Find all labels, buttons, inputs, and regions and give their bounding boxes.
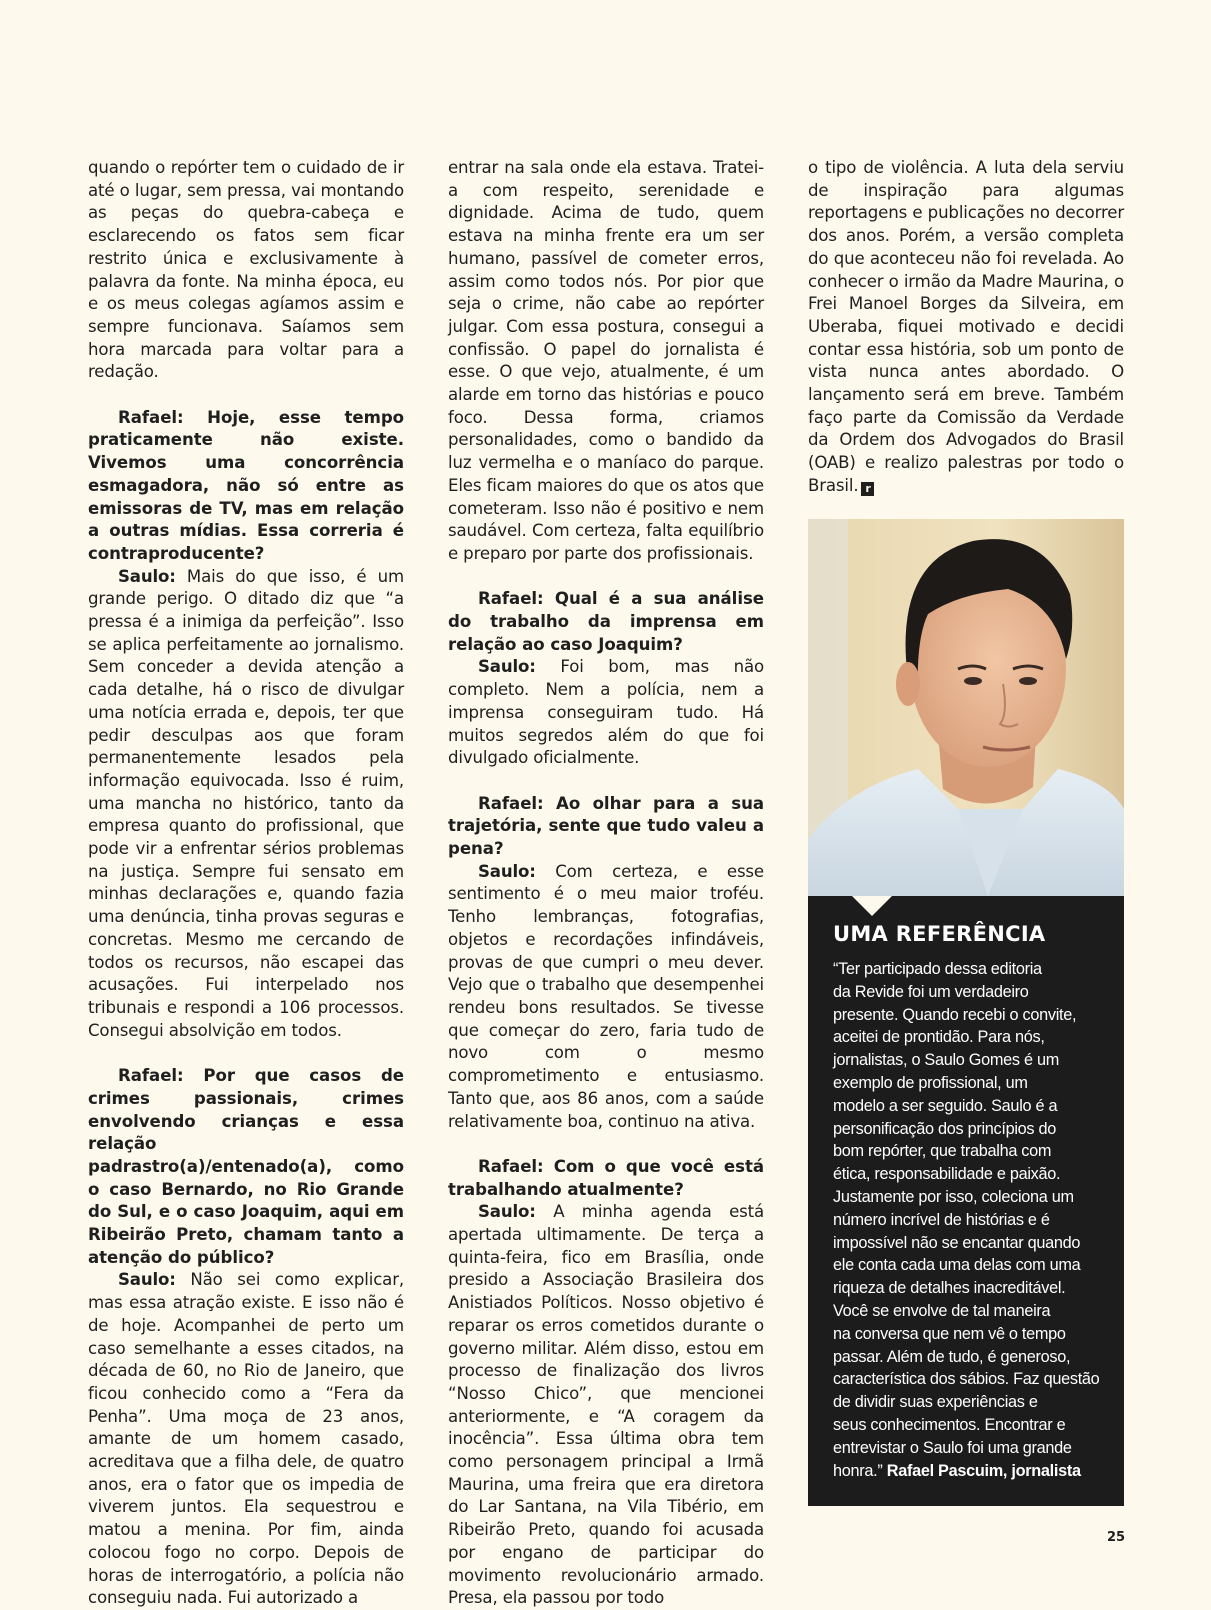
interview-question: Rafael: Com o que você está trabalhando atualmente? <box>448 1156 764 1199</box>
article-column-3 <box>808 157 1124 498</box>
quote-line: exemplo de profissional, um <box>833 1073 1028 1092</box>
quote-author: Rafael Pascuim, jornalista <box>886 1461 1081 1480</box>
interview-question: Rafael: Ao olhar para a sua trajetória, sente que tudo valeu a pena? <box>448 793 764 859</box>
quote-line: característica dos sábios. Faz questão <box>833 1370 1100 1389</box>
interview-question: Rafael: Hoje, esse tempo praticamente não existe. Vivemos uma concorrência esmagadora, não só entre as emissoras de TV, mas em relação a outras mídias. Essa correria é contraproducente? <box>88 407 404 563</box>
end-of-article-mark-icon: r <box>861 482 874 496</box>
quote-line: jornalistas, o Saulo Gomes é um <box>833 1051 1059 1070</box>
quote-sidebar <box>808 896 1124 1506</box>
speaker-name: Saulo: <box>478 657 536 677</box>
quote-line: da Revide foi um verdadeiro <box>833 982 1029 1001</box>
article-column-2 <box>448 157 764 1610</box>
speaker-name: Saulo: <box>118 566 176 586</box>
interview-answer <box>448 656 764 770</box>
paragraph <box>808 157 1124 498</box>
quote-line: ele conta cada uma delas com uma <box>833 1256 1081 1275</box>
quote-line: presente. Quando recebi o convite, <box>833 1005 1077 1024</box>
quote-line: personificação dos princípios do <box>833 1119 1056 1138</box>
answer-text: A minha agenda está apertada ultimamente. De terça a quinta-feira, fico em Brasília, onde presido a Associação Brasileira dos Anistiados Políticos. Nosso objetivo é reparar os erros cometidos durante o governo militar. Além disso, estou em processo de finalização dos livros “Nosso Chico”, que mencionei anteriormente, e “A coragem da inocência”. Essa última obra tem como personagem principal a Irmã Maurina, uma freira que era diretora do Lar Santana, na Vila Tibério, em Ribeirão Preto, quando foi acusada por engano de participar do movimento revolucionário armado. Presa, ela passou por todo <box>448 1202 764 1608</box>
quote-line: seus conhecimentos. Encontrar e <box>833 1415 1066 1434</box>
answer-text: Mais do que isso, é um grande perigo. O ditado diz que “a pressa é a inimiga da perfeição”. Isso se aplica perfeitamente ao jornalismo. Sem conceder a devida atenção a cada detalhe, há o risco de divulgar uma notícia errada e, depois, ter que pedir desculpas aos que foram permanentemente lesados pela informação equivocada. Isso é ruim, uma mancha no histórico, tanto da empresa quanto do profissional, que pode vir a enfrentar sérios problemas na justiça. Sempre fui sensato em minhas declarações e, quando fazia uma denúncia, tinha provas seguras e concretas. Mesmo me cercando de todos os recursos, não escapei das acusações. Fui interpelado nos tribunais e respondi a 106 processos. Consegui absolvição em todos. <box>88 566 404 1040</box>
quote-line: riqueza de detalhes inacreditável. <box>833 1279 1066 1298</box>
quote-line: ética, responsabilidade e paixão. <box>833 1165 1061 1184</box>
quote-end: honra.” <box>833 1461 883 1480</box>
quote-line: impossível não se encantar quando <box>833 1233 1081 1252</box>
sidebar-title: UMA REFERÊNCIA <box>833 922 1046 946</box>
paragraph-text: o tipo de violência. A luta dela serviu de inspiração para algumas reportagens e publicações no decorrer dos anos. Porém, a versão completa do que aconteceu não foi revelada. Ao conhecer o irmão da Madre Maurina, o Frei Manoel Borges da Silveira, em Uberaba, fiquei motivado e decidi contar essa história, sob um ponto de vista nunca antes abordado. O lançamento será em breve. Também faço parte da Comissão da Verdade da Ordem dos Advogados do Brasil (OAB) e realizo palestras por todo o Brasil. <box>808 158 1124 495</box>
interview-question: Rafael: Qual é a sua análise do trabalho da imprensa em relação ao caso Joaquim? <box>448 589 764 654</box>
interview-question: Rafael: Por que casos de crimes passionais, crimes envolvendo crianças e essa relação padrastro(a)/entenado(a), como o caso Bernardo, no Rio Grande do Sul, e o caso Joaquim, aqui em Ribeirão Preto, chamam tanto a atenção do público? <box>88 1066 404 1267</box>
quote-line: “Ter participado dessa editoria <box>833 960 1042 978</box>
quote-line: número incrível de histórias e é <box>833 1210 1050 1229</box>
article-column-1 <box>88 157 404 1610</box>
quote-line: modelo a ser seguido. Saulo é a <box>833 1096 1058 1115</box>
interview-answer <box>448 1201 764 1610</box>
quote-line: de dividir suas experiências e <box>833 1393 1038 1412</box>
speaker-name: Saulo: <box>118 1270 176 1290</box>
quote-line-last <box>833 1460 1108 1483</box>
paragraph: quando o repórter tem o cuidado de ir até o lugar, sem pressa, vai montando as peças do quebra-cabeça e esclarecendo os fatos sem ficar restrito única e exclusivamente à palavra da fonte. Na minha época, eu e os meus colegas agíamos assim e sempre funcionava. Saíamos sem hora marcada para voltar para a redação. <box>88 158 404 382</box>
portrait-illustration <box>808 519 1124 896</box>
quote-line: passar. Além de tudo, é generoso, <box>833 1347 1071 1366</box>
quote-line: entrevistar o Saulo foi uma grande <box>833 1438 1072 1457</box>
answer-text: Foi bom, mas não completo. Nem a polícia, nem a imprensa conseguiram tudo. Há muitos segredos além do que foi divulgado oficialmente. <box>448 657 764 768</box>
interview-answer <box>88 566 404 1043</box>
quote-line: aceitei de prontidão. Para nós, <box>833 1028 1045 1047</box>
sidebar-quote <box>833 958 1108 1482</box>
answer-text: Não sei como explicar, mas essa atração existe. E isso não é de hoje. Acompanhei de perto um caso semelhante a esses citados, na década de 60, no Rio de Janeiro, que ficou conhecido como a “Fera da Penha”. Uma moça de 23 anos, amante de um homem casado, acreditava que a filha dele, de quatro anos, era o fator que os impedia de viverem juntos. Ela sequestrou e matou a menina. Por fim, ainda colocou fogo no corpo. Depois de horas de interrogatório, a polícia não conseguiu nada. Fui autorizado a <box>88 1270 404 1608</box>
quote-line: bom repórter, que trabalha com <box>833 1142 1052 1161</box>
quote-line: Justamente por isso, coleciona um <box>833 1187 1074 1206</box>
page-number: 25 <box>1107 1530 1126 1545</box>
paragraph: entrar na sala onde ela estava. Tratei-a com respeito, serenidade e dignidade. Acima de tudo, quem estava na minha frente era um ser humano, passível de cometer erros, assim como todos nós. Por pior que seja o crime, não cabe ao repórter julgar. Com essa postura, consegui a confissão. O papel do jornalista é esse. O que vejo, atualmente, é um alarde em torno das histórias e pouco foco. Dessa forma, criamos personalidades, como o bandido da luz vermelha e o maníaco do parque. Eles ficam maiores do que os atos que cometeram. Isso não é positivo e nem saudável. Com certeza, falta equilíbrio e preparo por parte dos profissionais. <box>448 158 764 563</box>
speaker-name: Saulo: <box>478 861 536 881</box>
portrait-photo <box>808 519 1124 896</box>
speaker-name: Saulo: <box>478 1202 536 1222</box>
sidebar-notch <box>852 896 892 916</box>
quote-line: Você se envolve de tal maneira <box>833 1301 1051 1320</box>
interview-answer <box>448 861 764 1133</box>
quote-line: na conversa que nem vê o tempo <box>833 1324 1066 1343</box>
answer-text: Com certeza, e esse sentimento é o meu maior troféu. Tenho lembranças, fotografias, objetos e recordações infindáveis, provas de que cumpri o meu dever. Vejo que o trabalho que desempenhei rendeu bons resultados. Se tivesse que começar do zero, faria tudo de novo com o mesmo comprometimento e entusiasmo. Tanto que, aos 86 anos, com a saúde relativamente boa, continuo na ativa. <box>448 861 764 1131</box>
interview-answer <box>88 1269 404 1610</box>
